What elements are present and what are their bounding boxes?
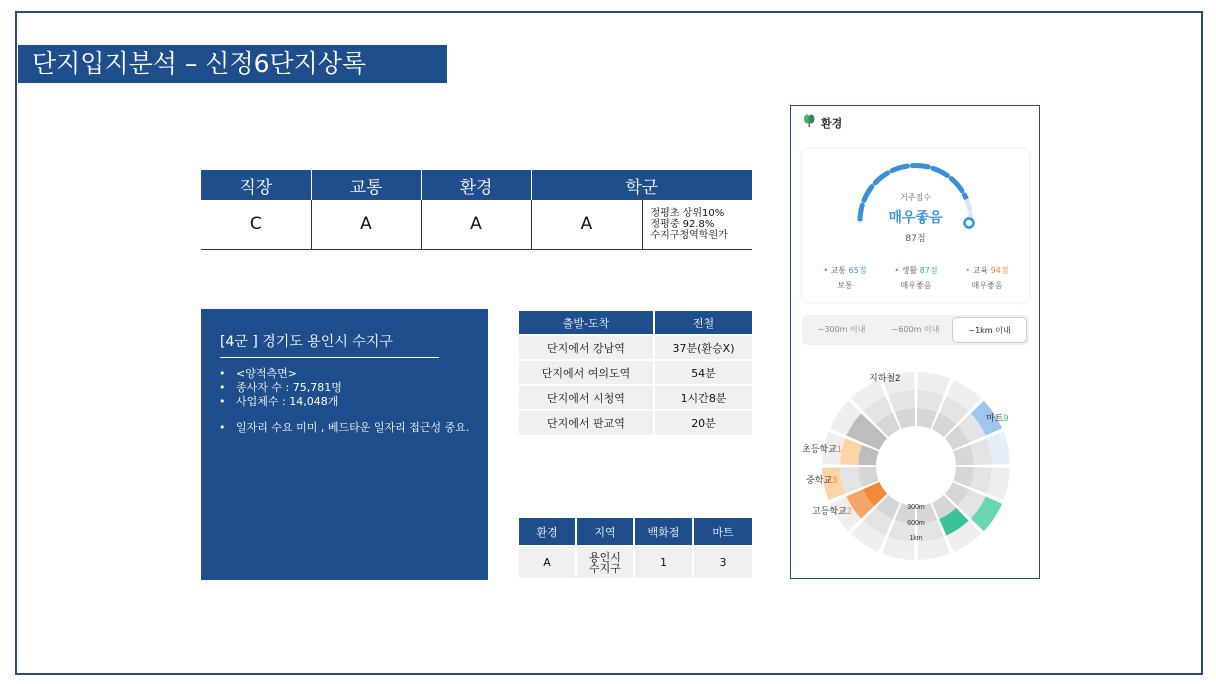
info-item: • 사업체수 : 14,048개 [219, 395, 469, 409]
job-info-box [201, 309, 488, 580]
grade-value-transport: A [311, 200, 421, 249]
panel-title: 환경 [821, 117, 843, 130]
table-row [519, 385, 752, 410]
commute-header-route: 출발-도착 [519, 311, 654, 335]
commute-time: 37분(환승X) [654, 335, 752, 360]
score-label: 거주점수 [900, 193, 931, 202]
commute-table [519, 311, 752, 435]
env-department-store: 1 [634, 546, 693, 578]
table-row [519, 360, 752, 385]
table-row [519, 335, 752, 360]
table-row [519, 410, 752, 435]
commute-header-subway: 전철 [654, 311, 752, 335]
grade-value-environment: A [421, 200, 531, 249]
table-row [519, 546, 752, 578]
school-note: 수지구청역학원가 [650, 229, 728, 241]
sub-score-living: • 생활 87점 매우좋음 [894, 266, 938, 290]
grade-header-school: 학군 [531, 170, 752, 200]
distance-tabs [802, 315, 1029, 345]
env-header: 마트 [693, 518, 752, 546]
sub-score-transport: • 교통 65점 보통 [823, 266, 867, 290]
grade-table [201, 170, 752, 250]
grade-header-work: 직장 [201, 170, 311, 200]
environment-table [519, 518, 752, 578]
env-header: 백화점 [634, 518, 693, 546]
tree-icon [803, 114, 815, 130]
grade-header-environment: 환경 [421, 170, 531, 200]
page-title: 단지입지분석 – 신정6단지상록 [18, 45, 447, 83]
commute-time: 1시간8분 [654, 385, 752, 410]
label-elementary: 초등학교1 [802, 444, 842, 454]
label-middle: 중학교3 [806, 475, 838, 485]
environment-panel [790, 105, 1040, 579]
env-grade: A [519, 546, 576, 578]
ring-label-1km: 1km [909, 535, 923, 542]
tab-600m[interactable]: ~600m 이내 [891, 325, 940, 334]
commute-route: 단지에서 여의도역 [519, 360, 654, 385]
env-region: 용인시 수지구 [576, 546, 634, 578]
env-header: 지역 [576, 518, 634, 546]
commute-route: 단지에서 판교역 [519, 410, 654, 435]
facility-radial-chart [791, 361, 1040, 571]
grade-header-transport: 교통 [311, 170, 421, 200]
grade-value-school: A [531, 200, 642, 249]
commute-route: 단지에서 강남역 [519, 335, 654, 360]
info-list [219, 367, 469, 435]
tab-300m[interactable]: ~300m 이내 [817, 325, 866, 334]
panel-header [803, 114, 842, 131]
env-header: 환경 [519, 518, 576, 546]
commute-route: 단지에서 시청역 [519, 385, 654, 410]
commute-time: 20분 [654, 410, 752, 435]
info-item: • <양적측면> [219, 367, 469, 381]
ring-label-300m: 300m [907, 504, 925, 511]
school-note: 정평초 상위10% [650, 207, 725, 219]
sub-score-education: • 교육 94점 매우좋음 [965, 266, 1009, 290]
label-high: 고등학교2 [812, 506, 852, 516]
grade-value-work: C [201, 200, 311, 249]
label-subway: 지하철2 [869, 373, 901, 383]
info-note: • 일자리 수요 미미 , 베드타운 일자리 접근성 중요. [219, 421, 469, 435]
ring-label-600m: 600m [907, 520, 925, 527]
score-card [802, 149, 1029, 302]
info-item: • 종사자 수 : 75,781명 [219, 381, 469, 395]
radial-center [878, 428, 954, 504]
env-mart: 3 [693, 546, 752, 578]
tab-1km[interactable]: ~1km 이내 [952, 317, 1027, 343]
info-title: [4군 ] 경기도 용인시 수지구 [220, 331, 439, 358]
commute-time: 54분 [654, 360, 752, 385]
score-points: 87점 [905, 234, 926, 244]
score-grade: 매우좋음 [888, 210, 943, 226]
label-mart: 마트9 [986, 413, 1009, 423]
school-notes [642, 200, 752, 249]
school-note: 정평중 92.8% [650, 218, 715, 230]
